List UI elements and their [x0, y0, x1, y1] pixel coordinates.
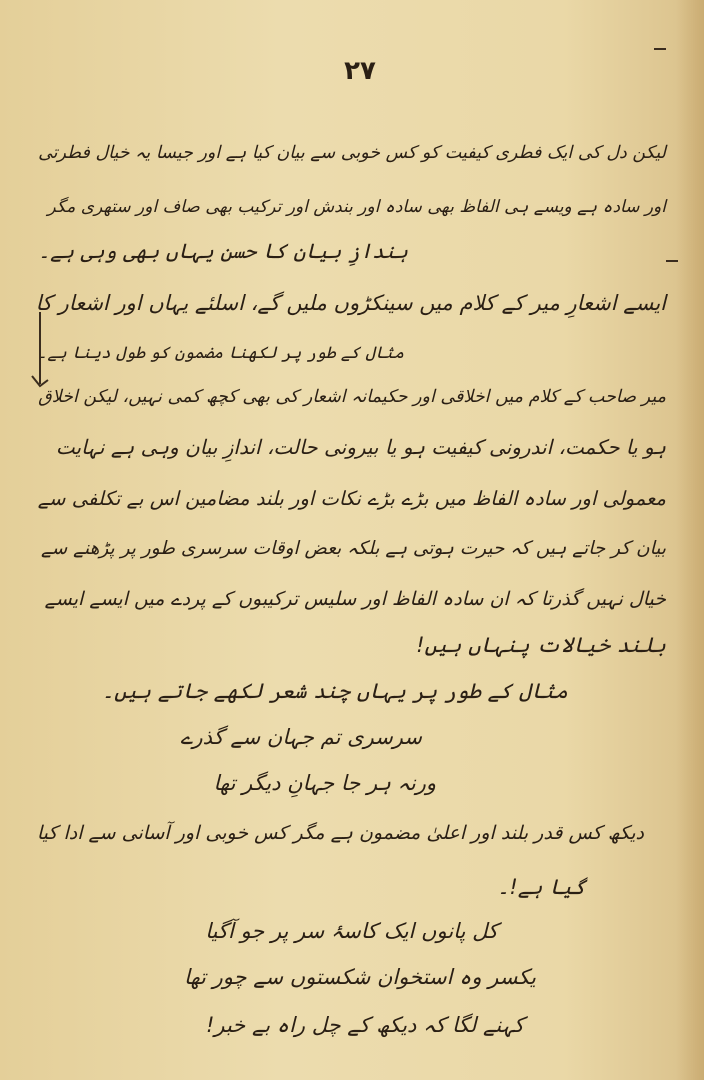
- text-line-11: بلند خیالات پنہاں ہیں!: [416, 633, 666, 657]
- text-line-1: لیکن دل کی ایک فطری کیفیت کو کس خوبی سے بیان کیا ہے اور جیسا یہ خیال فطرتی: [38, 143, 666, 163]
- margin-dash-mark: [654, 48, 666, 50]
- verse-line-3: کل پانوں ایک کاسۂ سر پر جو آگیا: [205, 919, 498, 943]
- text-line-13: دیکھ کس قدر بلند اور اعلیٰ مضمون ہے مگر کس خوبی اور آسانی سے ادا کیا: [36, 822, 644, 844]
- text-line-12: مثال کے طور پر یہاں چند شعر لکھے جاتے ہیں۔: [101, 679, 568, 703]
- verse-line-5: کہنے لگا کہ دیکھ کے چل راہ بے خبر!: [205, 1013, 524, 1037]
- page-edge-shadow: [676, 0, 704, 1080]
- text-line-14: گیا ہے!۔: [497, 875, 586, 899]
- page-number: ۲۷: [344, 56, 376, 86]
- text-line-4: ایسے اشعارِ میر کے کلام میں سینکڑوں ملیں گے، اسلئے یہاں اور اشعار کا: [35, 291, 666, 315]
- margin-dash-mark-2: [666, 260, 678, 262]
- verse-line-4: یکسر وہ استخوان شکستوں سے چور تھا: [183, 965, 536, 989]
- text-line-7: ہو یا حکمت، اندرونی کیفیت ہو یا بیرونی حالت، اندازِ بیان وہی ہے نہایت: [55, 435, 666, 459]
- text-line-6: میر صاحب کے کلام میں اخلاقی اور حکیمانہ اشعار کی بھی کچھ کمی نہیں، لیکن اخلاق: [38, 387, 666, 407]
- text-line-2: اور سادہ ہے ویسے ہی الفاظ بھی سادہ اور بندش اور ترکیب بھی صاف اور ستھری مگر: [47, 197, 666, 217]
- text-line-3: ہندازِ بیان کا حسن یہاں بھی وہی ہے۔: [38, 239, 408, 263]
- verse-line-2: ورنہ ہر جا جہانِ دیگر تھا: [213, 771, 436, 795]
- text-line-8: معمولی اور سادہ الفاظ میں بڑے بڑے نکات اور بلند مضامین اس بے تکلفی سے: [37, 487, 666, 510]
- text-line-5: مثال کے طور پر لکھنا مضمون کو طول دینا ہے۔: [37, 343, 404, 362]
- text-line-10: خیال نہیں گذرتا کہ ان سادہ الفاظ اور سلیس ترکیبوں کے پردے میں ایسے ایسے: [44, 588, 666, 610]
- verse-line-1: سرسری تم جہان سے گذرے: [180, 725, 422, 749]
- text-line-9: بیان کر جاتے ہیں کہ حیرت ہوتی ہے بلکہ بعض اوقات سرسری طور پر پڑھنے سے: [40, 538, 666, 559]
